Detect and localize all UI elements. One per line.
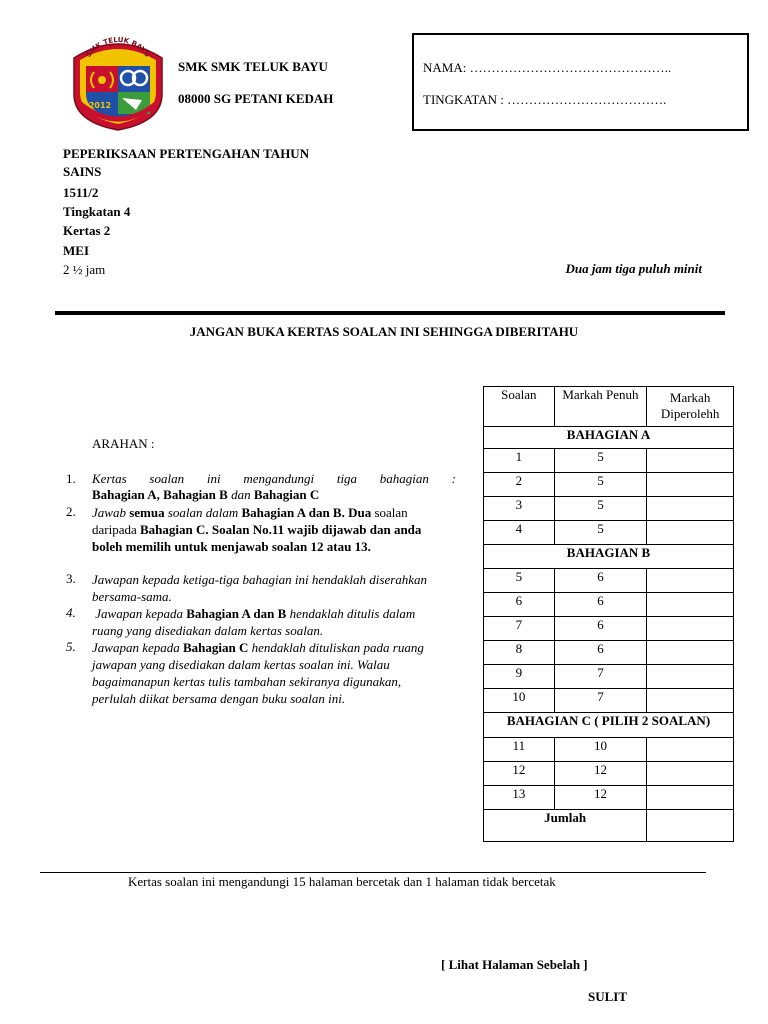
instruction-number: 2. <box>66 504 76 519</box>
do-not-open-warning: JANGAN BUKA KERTAS SOALAN INI SEHINGGA DIBERITAHU <box>189 324 579 339</box>
table-row <box>484 449 734 473</box>
table-row <box>484 497 734 521</box>
question-number: 10 <box>484 689 555 713</box>
full-mark: 10 <box>554 738 647 762</box>
question-number: 13 <box>484 786 555 810</box>
full-mark: 6 <box>554 569 647 593</box>
mark-table <box>483 386 734 842</box>
full-mark: 6 <box>554 617 647 641</box>
column-header: Markah Penuh <box>554 387 647 427</box>
table-row <box>484 473 734 497</box>
table-row <box>484 593 734 617</box>
table-row <box>484 665 734 689</box>
exam-month: MEI <box>63 243 89 258</box>
question-number: 6 <box>484 593 555 617</box>
full-mark: 12 <box>554 786 647 810</box>
mark-obtained-cell[interactable] <box>647 449 734 473</box>
school-name: SMK SMK TELUK BAYU <box>178 59 328 74</box>
mark-obtained-cell[interactable] <box>647 689 734 713</box>
mark-obtained-cell[interactable] <box>647 786 734 810</box>
total-mark-cell[interactable] <box>647 810 734 842</box>
school-logo <box>70 36 166 132</box>
column-header: Soalan <box>484 387 555 427</box>
mark-obtained-cell[interactable] <box>647 617 734 641</box>
instruction-text: Jawapan kepada ketiga-tiga bahagian ini hendaklah diserahkan bersama-sama. <box>92 572 428 604</box>
instruction-text: Kertas soalan ini mengandungi tiga bahagian : <box>92 471 456 486</box>
full-mark: 5 <box>554 473 647 497</box>
table-row <box>484 521 734 545</box>
table-row <box>484 641 734 665</box>
mark-obtained-cell[interactable] <box>647 473 734 497</box>
instruction-number: 1. <box>66 471 76 486</box>
school-address: 08000 SG PETANI KEDAH <box>178 91 334 106</box>
classification-label: SULIT <box>588 989 628 1004</box>
exam-paper: Kertas 2 <box>63 223 111 238</box>
full-mark: 5 <box>554 449 647 473</box>
exam-duration: 2 ½ jam <box>63 262 106 277</box>
candidate-form-field[interactable]: TINGKATAN : ………………………………. <box>423 92 667 107</box>
table-row <box>484 786 734 810</box>
table-row <box>484 762 734 786</box>
exam-code: 1511/2 <box>63 185 99 200</box>
exam-title: PEPERIKSAAN PERTENGAHAN TAHUN <box>63 146 310 161</box>
mark-obtained-cell[interactable] <box>647 593 734 617</box>
exam-form: Tingkatan 4 <box>63 204 131 219</box>
section-title: BAHAGIAN C ( PILIH 2 SOALAN) <box>484 713 734 738</box>
exam-subject: SAINS <box>63 164 102 179</box>
column-header: Markah Diperolehh <box>647 387 734 427</box>
total-label: Jumlah <box>484 810 647 842</box>
full-mark: 6 <box>554 641 647 665</box>
table-row <box>484 569 734 593</box>
total-row <box>484 810 734 842</box>
instruction-number: 4. <box>66 605 76 620</box>
page-count-note: Kertas soalan ini mengandungi 15 halaman bercetak dan 1 halaman tidak bercetak <box>128 874 556 889</box>
candidate-name-field[interactable]: NAMA: ……………………………………….. <box>423 60 672 75</box>
instructions-heading: ARAHAN : <box>92 436 155 451</box>
mark-obtained-cell[interactable] <box>647 521 734 545</box>
instruction-number: 5. <box>66 639 76 654</box>
instruction-item <box>66 471 458 505</box>
table-header-row <box>484 387 734 427</box>
question-number: 7 <box>484 617 555 641</box>
full-mark: 5 <box>554 521 647 545</box>
instruction-text: Jawapan kepada Bahagian A dan B hendaklah ditulis dalam ruang yang disediakan dalam kertas soalan. <box>92 606 416 638</box>
instructions-list <box>66 471 458 711</box>
instruction-text: Jawab semua soalan dalam Bahagian A dan B. Dua soalan daripada Bahagian C. Soalan No.11 wajib dijawab dan anda boleh memilih untuk menjawab soalan 12 atau 13. <box>92 505 422 554</box>
question-number: 8 <box>484 641 555 665</box>
question-number: 3 <box>484 497 555 521</box>
instruction-text: Jawapan kepada Bahagian C hendaklah dituliskan pada ruang jawapan yang disediakan dalam kertas soalan ini. Walau bagaimanapun kertas tulis tambahan sekiranya digunakan, perlulah diikat bersama dengan buku soalan ini. <box>92 640 424 706</box>
question-number: 11 <box>484 738 555 762</box>
full-mark: 12 <box>554 762 647 786</box>
header-divider <box>55 311 725 315</box>
section-title: BAHAGIAN A <box>484 427 734 449</box>
question-number: 2 <box>484 473 555 497</box>
question-number: 12 <box>484 762 555 786</box>
instruction-item <box>66 605 458 639</box>
instruction-item <box>66 639 458 711</box>
full-mark: 6 <box>554 593 647 617</box>
logo-arc-text: SMK TELUK BAYU <box>84 36 152 59</box>
mark-obtained-cell[interactable] <box>647 641 734 665</box>
mark-obtained-cell[interactable] <box>647 738 734 762</box>
mark-obtained-cell[interactable] <box>647 497 734 521</box>
footer-divider <box>40 872 706 873</box>
question-number: 9 <box>484 665 555 689</box>
candidate-info-box <box>412 33 749 131</box>
question-number: 1 <box>484 449 555 473</box>
next-page-note: [ Lihat Halaman Sebelah ] <box>441 957 588 972</box>
mark-obtained-cell[interactable] <box>647 762 734 786</box>
mark-obtained-cell[interactable] <box>647 665 734 689</box>
instruction-item <box>66 571 458 605</box>
table-row <box>484 617 734 641</box>
question-number: 4 <box>484 521 555 545</box>
full-mark: 7 <box>554 665 647 689</box>
section-title: BAHAGIAN B <box>484 545 734 569</box>
full-mark: 7 <box>554 689 647 713</box>
mark-obtained-cell[interactable] <box>647 569 734 593</box>
exam-duration-words: Dua jam tiga puluh minit <box>565 261 702 276</box>
table-row <box>484 689 734 713</box>
question-number: 5 <box>484 569 555 593</box>
instruction-item <box>66 504 458 572</box>
logo-year: 2012 <box>88 101 112 110</box>
instruction-text: Bahagian A, Bahagian B dan Bahagian C <box>92 487 320 502</box>
table-row <box>484 738 734 762</box>
full-mark: 5 <box>554 497 647 521</box>
instruction-number: 3. <box>66 571 76 586</box>
